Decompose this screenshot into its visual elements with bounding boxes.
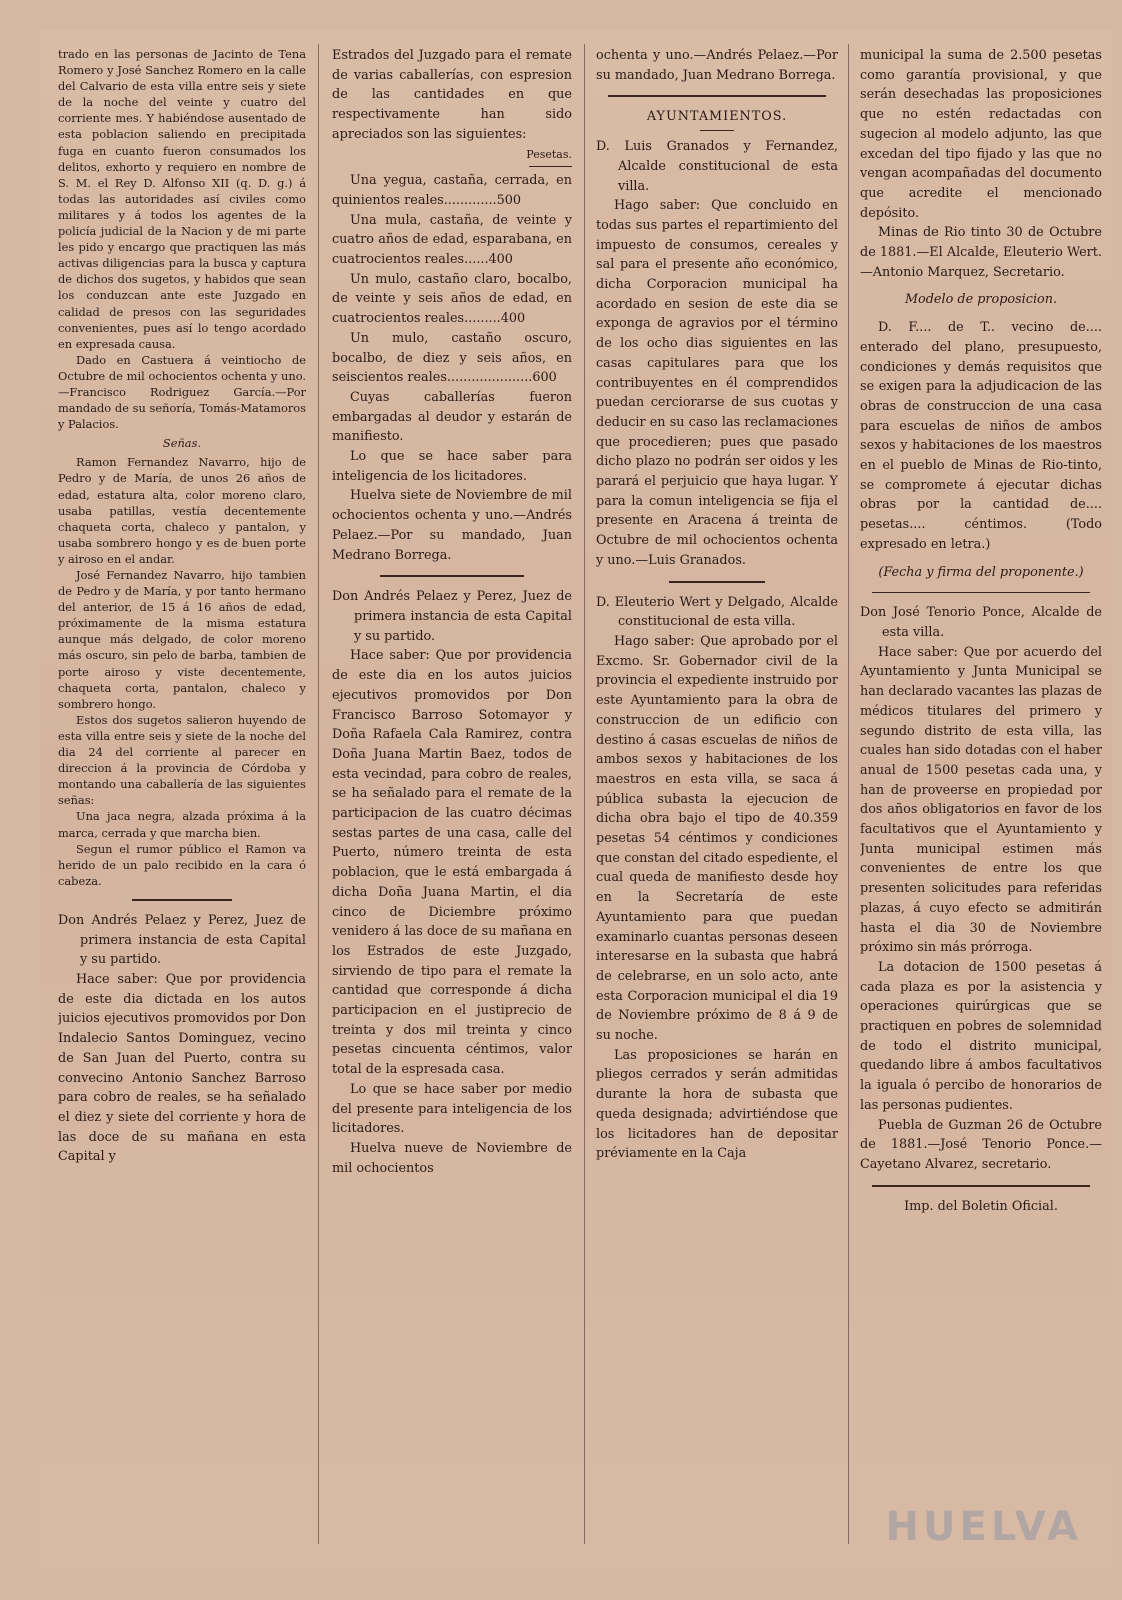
section-title-senas: Señas. <box>162 436 202 451</box>
column-divider <box>848 44 849 1544</box>
section-title-modelo: Modelo de proposicion. <box>904 292 1058 308</box>
paragraph: Dado en Castuera á veintiocho de Octubre de mil ochocientos ochenta y uno.—Francisco Rodriguez García.—Por mandado de su señoría, Tomás-Matamoros y Palacios. <box>58 352 306 432</box>
column-4 <box>860 46 1102 1536</box>
paragraph: Hago saber: Que concluido en todas sus partes el repartimiento del impuesto de consumos, cereales y sal para el presente año económico, dicha Corporacion municipal ha acordado en sesion de este dia se exponga de agravios por el término de los ocho dias siguientes en las casas capitulares para que los contribuyentes en él comprendidos puedan cerciorarse de sus cuotas y deducir en su caso las reclamaciones que procedieren; pues que pasado dicho plazo no podrán ser oidos y les parará el perjuicio que haya lugar. Y para la comun inteligencia se fija el presente en Aracena á treinta de Octubre de mil ochocientos ochenta y uno.—Luis Granados. <box>596 198 838 568</box>
notice-heading: Don José Tenorio Ponce, Alcalde de esta villa. <box>860 605 1102 640</box>
paragraph: Cuyas caballerías fueron embargadas al deudor y estarán de manifiesto. <box>332 389 572 445</box>
paragraph: D. F.... de T.. vecino de.... enterado del plano, presupuesto, condiciones y demás requisitos que se exigen para la adjudicacion de las obras de construccion de una casa para escuelas de niños de ambos sexos y habitaciones de los maestros en el pueblo de Minas de Rio-tinto, se compromete á ejecutar dichas obras por la cantidad de.... pesetas.... céntimos. (Todo expresado en letra.) <box>860 320 1102 552</box>
separator-rule <box>380 575 524 577</box>
paragraph: José Fernandez Navarro, hijo tambien de Pedro y de María, y por tanto hermano del anterior, de 15 á 16 años de edad, próximamente de la misma estatura aunque más delgado, de color moreno más oscuro, sin pelo de barba, tambien de porte airoso y viste decentemente, chaqueta corta, pantalon, chaleco y sombrero hongo. <box>58 568 306 711</box>
separator-rule <box>872 1185 1090 1187</box>
column-1 <box>58 46 306 1536</box>
separator-rule <box>132 899 231 901</box>
column-3 <box>596 46 838 1536</box>
paragraph: Huelva siete de Noviembre de mil ochocientos ochenta y uno.—Andrés Pelaez.—Por su mandado, Juan Medrano Borrega. <box>332 488 572 563</box>
paragraph: ochenta y uno.—Andrés Pelaez.—Por su mandado, Juan Medrano Borrega. <box>596 48 838 83</box>
notice-heading: Don Andrés Pelaez y Perez, Juez de primera instancia de esta Capital y su partido. <box>58 912 306 968</box>
separator-rule <box>669 581 766 583</box>
paragraph: Hago saber: Que aprobado por el Excmo. Sr. Gobernador civil de la provincia el expediente instruido por este Ayuntamiento para la obra de construccion de un edificio con destino á casas escuelas de niños de ambos sexos y habitaciones de los maestros en esta villa, se saca á pública subasta la ejecucion de dicha obra bajo el tipo de 40.359 pesetas 54 céntimos y condiciones que constan del citado espediente, el cual queda de manifiesto desde hoy en la Secretaría de este Ayuntamiento para que puedan examinarlo cuantas personas deseen interesarse en la subasta que habrá de celebrarse, en un solo acto, ante esta Corporacion municipal el dia 19 de Noviembre próximo de 8 á 9 de su noche. <box>596 633 838 1044</box>
paragraph: Estos dos sugetos salieron huyendo de esta villa entre seis y siete de la noche del dia 24 del corriente al parecer en direccion á la provincia de Córdoba y montando una caballería de las siguientes señas: <box>58 712 306 808</box>
column-divider <box>318 44 319 1544</box>
notice-heading: Don Andrés Pelaez y Perez, Juez de primera instancia de esta Capital y su partido. <box>332 589 572 644</box>
notice-heading: D. Luis Granados y Fernandez, Alcalde constitucional de esta villa. <box>596 139 838 194</box>
paragraph: Hace saber: Que por acuerdo del Ayuntamiento y Junta Municipal se han declarado vacantes las plazas de médicos titulares del primero y segundo distrito de esta villa, las cuales han sido dotadas con el haber anual de 1500 pesetas cada una, y han de proveerse en propiedad por dos años obligatorios en favor de los facultativos que el Ayuntamiento y Junta municipal estimen más convenientes de entre los que presenten solicitudes para referidas plazas, á cuyo efecto se admitirán hasta el dia 30 de Noviembre próximo sin más prórroga. <box>860 644 1102 956</box>
separator-rule <box>700 130 734 131</box>
paragraph: Ramon Fernandez Navarro, hijo de Pedro y de María, de unos 26 años de edad, estatura alta, color moreno claro, usaba patillas, vestía decentemente chaqueta corta, chaleco y pantalon, y usaba sombrero hongo y es de buen porte y airoso en el andar. <box>58 455 306 566</box>
archive-watermark: HUELVA <box>885 1504 1082 1550</box>
paragraph: Lo que se hace saber por medio del presente para inteligencia de los licitadores. <box>332 1081 572 1137</box>
paragraph: Segun el rumor público el Ramon va herido de un palo recibido en la cara ó cabeza. <box>58 841 306 888</box>
paragraph: trado en las personas de Jacinto de Tena Romero y José Sanchez Romero en la calle del Calvario de esta villa entre seis y siete de la noche del veinte y cuatro del corriente mes. Y habiéndose ausentado de esta poblacion saliendo en precipitada fuga en cuanto fueron consumados los delitos, exhorto y requiero en nombre de S. M. el Rey D. Alfonso XII (q. D. g.) á todas las autoridades así civiles como militares y á todos los agentes de la policía judicial de la Nacion y de mi parte les pido y encargo que practiquen las más activas diligencias para la busca y captura de dichos dos sugetos, y habidos que sean los conduzcan ante este Juzgado en calidad de presos con las seguridades convenientes, pues así lo tengo acordado en expresada causa. <box>58 47 306 351</box>
separator-rule <box>529 166 572 167</box>
notice-heading: D. Eleuterio Wert y Delgado, Alcalde constitucional de esta villa. <box>596 594 838 630</box>
pesetas-label: Pesetas. <box>526 147 572 161</box>
paragraph: Las proposiciones se harán en pliegos cerrados y serán admitidas durante la hora de subasta que queda designada; advirtiéndose que los licitadores han de depositar préviamente en la Caja <box>596 1047 838 1162</box>
column-2 <box>332 46 572 1536</box>
paragraph: Estrados del Juzgado para el remate de varias caballerías, con espresion de las cantidades en que respectivamente han sido apreciados son las siguientes: <box>332 48 572 142</box>
column-divider <box>584 44 585 1544</box>
list-item: Una yegua, castaña, cerrada, en quinientos reales.............500 <box>332 173 572 208</box>
paragraph: La dotacion de 1500 pesetas á cada plaza es por la asistencia y operaciones quirúrgicas que se practiquen en pobres de solemnidad de todo el distrito municipal, quedando libre á ambos facultativos la iguala ó percibo de honorarios de las personas pudientes. <box>860 959 1102 1113</box>
printer-imprint: Imp. del Boletin Oficial. <box>904 1198 1058 1214</box>
separator-rule <box>608 95 826 97</box>
list-item: Un mulo, castaño oscuro, bocalbo, de diez y seis años, en seiscientos reales.....................600 <box>332 330 572 386</box>
paragraph: Hace saber: Que por providencia de este dia en los autos juicios ejecutivos promovidos por Don Francisco Barroso Sotomayor y Doña Rafaela Cala Ramirez, contra Doña Juana Martin Baez, todos de esta vecindad, para cobro de reales, se ha señalado para el remate de la participacion de las cuatro décimas sestas partes de una casa, calle del Puerto, número treinta de esta poblacion, que le está embargada á dicha Doña Juana Martin, el dia cinco de Diciembre próximo venidero á las doce de su mañana en los Estrados de este Juzgado, sirviendo de tipo para el remate la cantidad que corresponde á dicha participacion en el justiprecio de treinta y dos mil treinta y cinco pesetas cincuenta céntimos, valor total de la espresada casa. <box>332 648 572 1078</box>
list-item: Una mula, castaña, de veinte y cuatro años de edad, esparabana, en cuatrocientos reales......400 <box>332 212 572 268</box>
newspaper-page <box>40 30 1112 1570</box>
paragraph: Hace saber: Que por providencia de este dia dictada en los autos juicios ejecutivos promovidos por Don Indalecio Santos Dominguez, vecino de San Juan del Puerto, contra su convecino Antonio Sanchez Barroso para cobro de reales, se ha señalado el diez y siete del corriente y hora de las doce de su mañana en esta Capital y <box>58 971 306 1165</box>
paragraph: Puebla de Guzman 26 de Octubre de 1881.—José Tenorio Ponce.—Cayetano Alvarez, secretario. <box>860 1117 1102 1172</box>
list-item: Un mulo, castaño claro, bocalbo, de veinte y seis años de edad, en cuatrocientos reales.........400 <box>332 271 572 327</box>
separator-rule <box>872 592 1090 593</box>
paragraph: municipal la suma de 2.500 pesetas como garantía provisional, y que serán desechadas las proposiciones que no estén redactadas con sugecion al modelo adjunto, las que excedan del tipo fijado y las que no vengan acompañadas del documento que acredite el mencionado depósito. <box>860 48 1102 221</box>
paragraph: Lo que se hace saber para inteligencia de los licitadores. <box>332 449 572 484</box>
paragraph: Minas de Rio tinto 30 de Octubre de 1881.—El Alcalde, Eleuterio Wert.—Antonio Marquez, Secretario. <box>860 225 1102 280</box>
paragraph: Una jaca negra, alzada próxima á la marca, cerrada y que marcha bien. <box>58 809 306 840</box>
paragraph: Huelva nueve de Noviembre de mil ochocientos <box>332 1140 572 1176</box>
signature-note: (Fecha y firma del proponente.) <box>878 564 1084 580</box>
section-heading-ayuntamientos: AYUNTAMIENTOS. <box>646 109 788 125</box>
